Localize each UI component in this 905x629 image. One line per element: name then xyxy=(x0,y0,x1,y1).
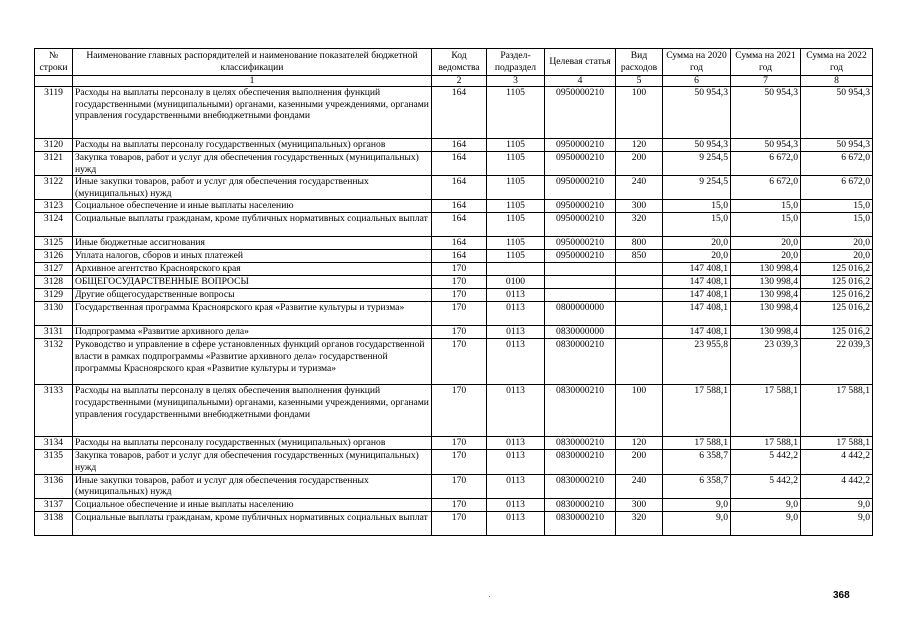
header-section: Раздел-подраздел xyxy=(487,49,545,76)
table-row xyxy=(35,498,873,511)
row-sum-2020: 50 954,3 xyxy=(663,87,731,139)
column-number: 3 xyxy=(487,76,545,87)
table-row xyxy=(35,276,873,289)
row-exp-type xyxy=(616,289,663,302)
row-sum-2021: 130 998,4 xyxy=(731,326,801,339)
column-number: 6 xyxy=(663,76,731,87)
row-name: Иные закупки товаров, работ и услуг для обеспечения государственных (муниципальных) нужд xyxy=(73,176,432,200)
table-row xyxy=(35,263,873,276)
row-sum-2021: 5 442,2 xyxy=(731,474,801,498)
row-sum-2020: 9 254,5 xyxy=(663,152,731,176)
row-section: 1105 xyxy=(487,152,545,176)
row-sum-2020: 50 954,3 xyxy=(663,139,731,152)
row-number: 3123 xyxy=(35,200,73,213)
row-sum-2020: 17 588,1 xyxy=(663,385,731,437)
column-number: 5 xyxy=(616,76,663,87)
row-exp-type: 200 xyxy=(616,152,663,176)
row-section: 0113 xyxy=(487,326,545,339)
table-row xyxy=(35,289,873,302)
column-numbers-row xyxy=(35,76,873,87)
row-target: 0950000210 xyxy=(545,250,616,263)
row-number: 3119 xyxy=(35,87,73,139)
row-name: Подпрограмма «Развитие архивного дела» xyxy=(73,326,432,339)
row-sum-2021: 50 954,3 xyxy=(731,139,801,152)
row-name: Расходы на выплаты персоналу в целях обеспечения выполнения функций государственными (муниципальными) органами, казенными учреждениями, органами управления государственными внебюджетными фондами xyxy=(73,385,432,437)
row-section: 1105 xyxy=(487,237,545,250)
row-sum-2020: 6 358,7 xyxy=(663,474,731,498)
row-sum-2022: 9,0 xyxy=(801,511,873,535)
row-sum-2021: 9,0 xyxy=(731,498,801,511)
row-dept-code: 164 xyxy=(432,152,487,176)
row-exp-type: 100 xyxy=(616,385,663,437)
row-name: Социальное обеспечение и иные выплаты населению xyxy=(73,498,432,511)
row-name: ОБЩЕГОСУДАРСТВЕННЫЕ ВОПРОСЫ xyxy=(73,276,432,289)
row-sum-2022: 6 672,0 xyxy=(801,176,873,200)
row-dept-code: 170 xyxy=(432,385,487,437)
row-section: 0113 xyxy=(487,385,545,437)
row-exp-type: 200 xyxy=(616,450,663,474)
row-target: 0800000000 xyxy=(545,302,616,326)
row-target: 0830000210 xyxy=(545,511,616,535)
row-sum-2022: 125 016,2 xyxy=(801,276,873,289)
row-sum-2021: 50 954,3 xyxy=(731,87,801,139)
row-section: 0100 xyxy=(487,276,545,289)
row-exp-type xyxy=(616,276,663,289)
row-name: Иные закупки товаров, работ и услуг для обеспечения государственных (муниципальных) нужд xyxy=(73,474,432,498)
row-sum-2021: 130 998,4 xyxy=(731,276,801,289)
row-sum-2022: 50 954,3 xyxy=(801,87,873,139)
row-exp-type: 100 xyxy=(616,87,663,139)
row-sum-2021: 6 672,0 xyxy=(731,176,801,200)
header-target: Целевая статья xyxy=(545,49,616,76)
row-sum-2021: 20,0 xyxy=(731,250,801,263)
row-name: Расходы на выплаты персоналу в целях обеспечения выполнения функций государственными (муниципальными) органами, казенными учреждениями, органами управления государственными внебюджетными фондами xyxy=(73,87,432,139)
row-target: 0830000210 xyxy=(545,385,616,437)
row-sum-2020: 15,0 xyxy=(663,213,731,237)
row-number: 3128 xyxy=(35,276,73,289)
row-number: 3122 xyxy=(35,176,73,200)
row-number: 3131 xyxy=(35,326,73,339)
row-number: 3126 xyxy=(35,250,73,263)
row-section: 1105 xyxy=(487,139,545,152)
row-sum-2021: 17 588,1 xyxy=(731,385,801,437)
table-row xyxy=(35,87,873,139)
row-number: 3120 xyxy=(35,139,73,152)
row-target: 0950000210 xyxy=(545,87,616,139)
row-target xyxy=(545,289,616,302)
row-section: 0113 xyxy=(487,498,545,511)
row-number: 3129 xyxy=(35,289,73,302)
header-name: Наименование главных распорядителей и наименование показателей бюджетной классификации xyxy=(73,49,432,76)
row-sum-2020: 9,0 xyxy=(663,511,731,535)
row-sum-2020: 20,0 xyxy=(663,237,731,250)
row-name: Закупка товаров, работ и услуг для обеспечения государственных (муниципальных) нужд xyxy=(73,152,432,176)
row-name: Социальные выплаты гражданам, кроме публичных нормативных социальных выплат xyxy=(73,511,432,535)
row-name: Уплата налогов, сборов и иных платежей xyxy=(73,250,432,263)
row-sum-2022: 4 442,2 xyxy=(801,474,873,498)
row-sum-2022: 20,0 xyxy=(801,250,873,263)
table-row xyxy=(35,339,873,385)
row-sum-2022: 22 039,3 xyxy=(801,339,873,385)
row-number: 3137 xyxy=(35,498,73,511)
row-exp-type xyxy=(616,263,663,276)
table-row xyxy=(35,437,873,450)
row-sum-2021: 6 672,0 xyxy=(731,152,801,176)
header-sum-2021: Сумма на 2021 год xyxy=(731,49,801,76)
row-name: Руководство и управление в сфере установленных функций органов государственной власти в рамках подпрограммы «Развитие архивного дела» государственной программы Красноярского края «Развитие культуры и туризма» xyxy=(73,339,432,385)
row-dept-code: 170 xyxy=(432,326,487,339)
row-target: 0950000210 xyxy=(545,152,616,176)
column-number: 1 xyxy=(73,76,432,87)
row-sum-2020: 23 955,8 xyxy=(663,339,731,385)
row-sum-2020: 9,0 xyxy=(663,498,731,511)
page-number: 368 xyxy=(833,590,850,601)
row-section: 0113 xyxy=(487,339,545,385)
row-section: 0113 xyxy=(487,302,545,326)
row-section: 1105 xyxy=(487,213,545,237)
row-target: 0830000210 xyxy=(545,498,616,511)
row-exp-type: 800 xyxy=(616,237,663,250)
row-sum-2022: 6 672,0 xyxy=(801,152,873,176)
row-sum-2021: 15,0 xyxy=(731,200,801,213)
column-number: 4 xyxy=(545,76,616,87)
row-name: Государственная программа Красноярского края «Развитие культуры и туризма» xyxy=(73,302,432,326)
table-row xyxy=(35,474,873,498)
table-row xyxy=(35,302,873,326)
row-exp-type xyxy=(616,339,663,385)
row-sum-2021: 20,0 xyxy=(731,237,801,250)
row-sum-2020: 20,0 xyxy=(663,250,731,263)
row-dept-code: 164 xyxy=(432,87,487,139)
row-dept-code: 170 xyxy=(432,450,487,474)
row-dept-code: 170 xyxy=(432,339,487,385)
column-number: 7 xyxy=(731,76,801,87)
table-row xyxy=(35,152,873,176)
header-row-no: № строки xyxy=(35,49,73,76)
budget-table xyxy=(34,48,873,536)
row-number: 3134 xyxy=(35,437,73,450)
row-dept-code: 164 xyxy=(432,200,487,213)
row-exp-type xyxy=(616,302,663,326)
row-exp-type: 240 xyxy=(616,474,663,498)
row-name: Социальное обеспечение и иные выплаты населению xyxy=(73,200,432,213)
row-dept-code: 170 xyxy=(432,263,487,276)
row-exp-type: 850 xyxy=(616,250,663,263)
row-number: 3135 xyxy=(35,450,73,474)
row-number: 3132 xyxy=(35,339,73,385)
table-row xyxy=(35,385,873,437)
row-number: 3138 xyxy=(35,511,73,535)
row-exp-type: 320 xyxy=(616,213,663,237)
row-number: 3121 xyxy=(35,152,73,176)
column-number xyxy=(35,76,73,87)
row-sum-2021: 130 998,4 xyxy=(731,289,801,302)
row-sum-2020: 147 408,1 xyxy=(663,289,731,302)
row-number: 3133 xyxy=(35,385,73,437)
header-sum-2020: Сумма на 2020 год xyxy=(663,49,731,76)
row-section: 0113 xyxy=(487,289,545,302)
row-sum-2022: 125 016,2 xyxy=(801,289,873,302)
row-target: 0830000210 xyxy=(545,450,616,474)
row-section: 1105 xyxy=(487,87,545,139)
row-section: 1105 xyxy=(487,200,545,213)
row-dept-code: 164 xyxy=(432,213,487,237)
row-name: Социальные выплаты гражданам, кроме публичных нормативных социальных выплат xyxy=(73,213,432,237)
row-number: 3136 xyxy=(35,474,73,498)
row-sum-2021: 9,0 xyxy=(731,511,801,535)
row-number: 3124 xyxy=(35,213,73,237)
row-dept-code: 170 xyxy=(432,302,487,326)
row-sum-2020: 6 358,7 xyxy=(663,450,731,474)
row-name: Расходы на выплаты персоналу государственных (муниципальных) органов xyxy=(73,437,432,450)
row-target: 0950000210 xyxy=(545,176,616,200)
row-target xyxy=(545,276,616,289)
column-number: 2 xyxy=(432,76,487,87)
row-target: 0950000210 xyxy=(545,237,616,250)
row-exp-type: 320 xyxy=(616,511,663,535)
row-sum-2022: 50 954,3 xyxy=(801,139,873,152)
row-name: Архивное агентство Красноярского края xyxy=(73,263,432,276)
header-sum-2022: Сумма на 2022 год xyxy=(801,49,873,76)
header-row xyxy=(35,49,873,76)
row-section: 1105 xyxy=(487,250,545,263)
row-dept-code: 170 xyxy=(432,511,487,535)
row-target: 0950000210 xyxy=(545,213,616,237)
row-dept-code: 170 xyxy=(432,437,487,450)
row-section: 0113 xyxy=(487,474,545,498)
row-sum-2020: 15,0 xyxy=(663,200,731,213)
row-sum-2022: 17 588,1 xyxy=(801,385,873,437)
row-target: 0830000210 xyxy=(545,437,616,450)
row-sum-2022: 15,0 xyxy=(801,200,873,213)
row-number: 3127 xyxy=(35,263,73,276)
table-row xyxy=(35,326,873,339)
row-sum-2022: 4 442,2 xyxy=(801,450,873,474)
row-name: Иные бюджетные ассигнования xyxy=(73,237,432,250)
row-target xyxy=(545,263,616,276)
row-dept-code: 164 xyxy=(432,176,487,200)
row-dept-code: 170 xyxy=(432,276,487,289)
row-sum-2022: 125 016,2 xyxy=(801,263,873,276)
row-dept-code: 170 xyxy=(432,474,487,498)
row-exp-type: 120 xyxy=(616,139,663,152)
row-sum-2020: 9 254,5 xyxy=(663,176,731,200)
row-sum-2020: 147 408,1 xyxy=(663,276,731,289)
row-sum-2021: 17 588,1 xyxy=(731,437,801,450)
row-sum-2021: 15,0 xyxy=(731,213,801,237)
row-sum-2020: 17 588,1 xyxy=(663,437,731,450)
table-row xyxy=(35,139,873,152)
row-sum-2022: 15,0 xyxy=(801,213,873,237)
row-section xyxy=(487,263,545,276)
table-row xyxy=(35,237,873,250)
row-number: 3130 xyxy=(35,302,73,326)
row-sum-2022: 125 016,2 xyxy=(801,302,873,326)
table-row xyxy=(35,511,873,535)
row-number: 3125 xyxy=(35,237,73,250)
row-dept-code: 164 xyxy=(432,250,487,263)
row-sum-2021: 130 998,4 xyxy=(731,302,801,326)
row-target: 0950000210 xyxy=(545,139,616,152)
row-exp-type xyxy=(616,326,663,339)
header-exp-type: Вид расходов xyxy=(616,49,663,76)
row-sum-2022: 125 016,2 xyxy=(801,326,873,339)
row-sum-2020: 147 408,1 xyxy=(663,263,731,276)
scan-speck xyxy=(489,596,490,597)
row-section: 1105 xyxy=(487,176,545,200)
row-exp-type: 300 xyxy=(616,200,663,213)
row-dept-code: 170 xyxy=(432,289,487,302)
table-row xyxy=(35,200,873,213)
row-name: Другие общегосударственные вопросы xyxy=(73,289,432,302)
table-row xyxy=(35,176,873,200)
row-section: 0113 xyxy=(487,450,545,474)
row-exp-type: 300 xyxy=(616,498,663,511)
row-sum-2022: 20,0 xyxy=(801,237,873,250)
row-sum-2021: 5 442,2 xyxy=(731,450,801,474)
row-sum-2021: 130 998,4 xyxy=(731,263,801,276)
row-target: 0830000210 xyxy=(545,474,616,498)
table-row xyxy=(35,450,873,474)
row-dept-code: 164 xyxy=(432,139,487,152)
row-section: 0113 xyxy=(487,511,545,535)
row-section: 0113 xyxy=(487,437,545,450)
row-sum-2020: 147 408,1 xyxy=(663,302,731,326)
row-target: 0830000000 xyxy=(545,326,616,339)
row-dept-code: 164 xyxy=(432,237,487,250)
row-sum-2020: 147 408,1 xyxy=(663,326,731,339)
row-name: Закупка товаров, работ и услуг для обеспечения государственных (муниципальных) нужд xyxy=(73,450,432,474)
row-exp-type: 120 xyxy=(616,437,663,450)
row-exp-type: 240 xyxy=(616,176,663,200)
row-sum-2022: 17 588,1 xyxy=(801,437,873,450)
column-number: 8 xyxy=(801,76,873,87)
row-target: 0950000210 xyxy=(545,200,616,213)
row-name: Расходы на выплаты персоналу государственных (муниципальных) органов xyxy=(73,139,432,152)
header-dept: Код ведомства xyxy=(432,49,487,76)
row-dept-code: 170 xyxy=(432,498,487,511)
row-sum-2021: 23 039,3 xyxy=(731,339,801,385)
row-target: 0830000210 xyxy=(545,339,616,385)
table-row xyxy=(35,213,873,237)
row-sum-2022: 9,0 xyxy=(801,498,873,511)
table-row xyxy=(35,250,873,263)
